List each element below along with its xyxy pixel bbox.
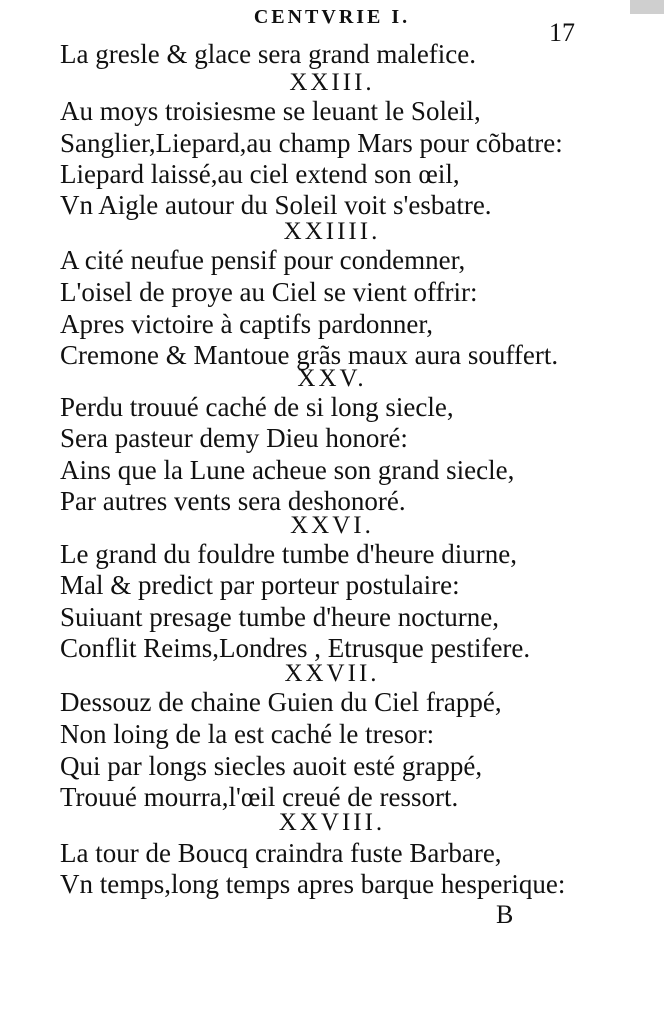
verse-line: Dessouz de chaine Guien du Ciel frappé, <box>60 687 502 717</box>
signature-mark: B <box>496 900 514 929</box>
verse-line: Liepard laissé,au ciel extend son œil, <box>60 159 460 189</box>
quatrain-heading: XXVIII. <box>278 809 386 836</box>
verse-line: La gresle & glace sera grand malefice. <box>60 39 477 69</box>
verse-line: Vn Aigle autour du Soleil voit s'esbatre. <box>60 190 492 220</box>
verse-line: Mal & predict par porteur postulaire: <box>60 570 460 600</box>
verse-line: Cremone & Mantoue grãs maux aura souffert. <box>60 340 559 370</box>
quatrain-heading: XXV. <box>297 365 367 392</box>
verse-line: Sanglier,Liepard,au champ Mars pour cõbatre: <box>60 128 563 158</box>
verse-line: Au moys troisiesme se leuant le Soleil, <box>60 96 481 126</box>
verse-line: L'oisel de proye au Ciel se vient offrir: <box>60 277 478 307</box>
verse-line: Par autres vents sera deshonoré. <box>60 486 406 516</box>
verse-line: Trouué mourra,l'œil creué de ressort. <box>60 782 459 812</box>
verse-line: Vn temps,long temps apres barque hesperique: <box>60 869 566 899</box>
verse-line: Sera pasteur demy Dieu honoré: <box>60 423 408 453</box>
verse-line: Ains que la Lune acheue son grand siecle, <box>60 455 515 485</box>
verse-line: Non loing de la est caché le tresor: <box>60 719 435 749</box>
verse-line: Perdu trouué caché de si long siecle, <box>60 392 454 422</box>
running-head: CENTVRIE I. <box>253 6 411 28</box>
quatrain-heading: XXVI. <box>290 512 374 539</box>
verse-line: Qui par longs siecles auoit esté grappé, <box>60 751 483 781</box>
verse-line: La tour de Boucq craindra fuste Barbare, <box>60 838 502 868</box>
verse-line: Suiuant presage tumbe d'heure nocturne, <box>60 602 499 632</box>
verse-line: Conflit Reims,Londres , Etrusque pestifere. <box>60 633 531 663</box>
page-number: 17 <box>549 18 575 47</box>
verse-line: Apres victoire à captifs pardonner, <box>60 309 434 339</box>
verse-line: Le grand du fouldre tumbe d'heure diurne, <box>60 539 517 569</box>
quatrain-heading: XXVII. <box>284 660 380 687</box>
quatrain-heading: XXIII. <box>289 69 375 96</box>
quatrain-heading: XXIIII. <box>283 218 381 245</box>
verse-line: A cité neufue pensif pour condemner, <box>60 245 466 275</box>
